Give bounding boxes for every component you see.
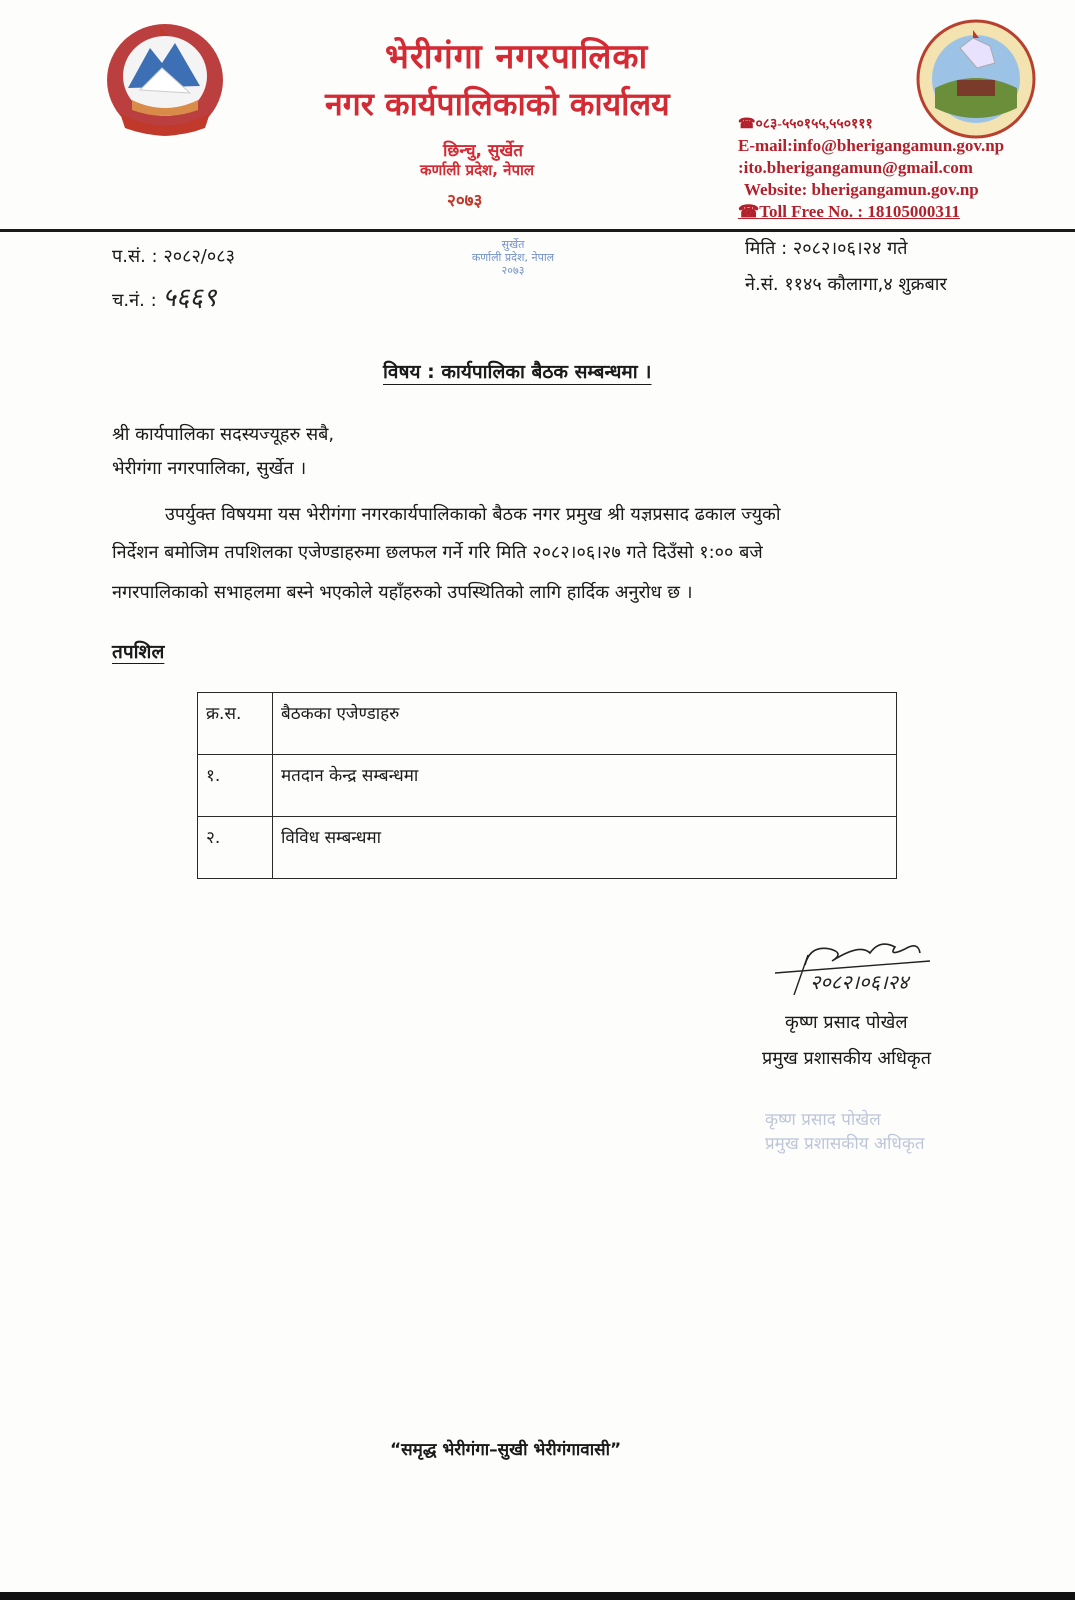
phone-number: ☎०८३-५५०१५५,५५०१११ — [738, 117, 873, 132]
letter-date: मिति : २०८२।०६।२४ गते — [745, 238, 908, 259]
agenda-cell: मतदान केन्द्र सम्बन्धमा — [273, 755, 897, 817]
serial-cell: २. — [198, 817, 273, 879]
serial-cell: १. — [198, 755, 273, 817]
table-row — [198, 817, 897, 879]
schedule-heading: तपशिल — [112, 641, 165, 663]
faded-name-stamp: कृष्ण प्रसाद पोखेल प्रमुख प्रशासकीय अधिकृत — [765, 1110, 925, 1154]
recipient-line-1: श्री कार्यपालिका सदस्यज्यूहरु सबै, — [112, 424, 335, 445]
address-line-2: कर्णाली प्रदेश, नेपाल — [420, 161, 535, 179]
toll-free-number: ☎Toll Free No. : 18105000311 — [738, 202, 960, 221]
signature-date: २०८२।०६।२४ — [810, 970, 909, 994]
page-bottom-edge — [0, 1592, 1075, 1600]
body-line-2: निर्देशन बमोजिम तपशिलका एजेण्डाहरुमा छलफल गर्ने गरि मिति २०८२।०६।२७ गते दिउँसो १:०० बजे — [112, 542, 763, 563]
footer-motto: “समृद्ध भेरीगंगा–सुखी भेरीगंगावासी” — [390, 1440, 622, 1460]
header-divider — [0, 229, 1075, 232]
body-line-3: नगरपालिकाको सभाहलमा बस्ने भएकोले यहाँहरुको उपस्थितिको लागि हार्दिक अनुरोध छ । — [112, 582, 693, 603]
agenda-table — [197, 692, 897, 879]
established-year: २०७३ — [447, 191, 483, 211]
handwritten-signature — [770, 925, 970, 995]
handwritten-dispatch-number: ५६६९ — [162, 283, 217, 313]
signatory-name: कृष्ण प्रसाद पोखेल — [785, 1012, 908, 1033]
column-header-serial: क्र.स. — [198, 693, 273, 755]
signatory-title: प्रमुख प्रशासकीय अधिकृत — [762, 1048, 931, 1069]
municipality-seal-logo — [915, 18, 1037, 140]
municipality-title: भेरीगंगा नगरपालिका — [385, 37, 649, 77]
recipient-line-2: भेरीगंगा नगरपालिका, सुर्खेत । — [112, 458, 307, 479]
website: Website: bherigangamun.gov.np — [744, 180, 979, 199]
nepal-sambat-date: ने.सं. ११४५ कौलागा,४ शुक्रबार — [745, 274, 947, 295]
dispatch-number: च.नं. : ५६६९ — [112, 283, 217, 313]
nepal-emblem-logo — [100, 18, 230, 143]
letter-reference-number: प.सं. : २०८२/०८३ — [112, 246, 235, 267]
office-title: नगर कार्यपालिकाको कार्यालय — [325, 85, 670, 123]
office-stamp: सुर्खेत कर्णाली प्रदेश, नेपाल २०७३ — [471, 238, 555, 277]
phone-icon: ☎ — [738, 202, 760, 221]
gmail-address: :ito.bherigangamun@gmail.com — [738, 158, 973, 177]
table-row — [198, 755, 897, 817]
table-header-row — [198, 693, 897, 755]
email-address: E-mail:info@bherigangamun.gov.np — [738, 136, 1005, 155]
agenda-cell: विविध सम्बन्धमा — [273, 817, 897, 879]
subject-line: विषय : कार्यपालिका बैठक सम्बन्धमा । — [383, 361, 652, 383]
address-line-1: छिन्चु, सुर्खेत — [443, 141, 523, 161]
column-header-agenda: बैठकका एजेण्डाहरु — [273, 693, 897, 755]
body-line-1: उपर्युक्त विषयमा यस भेरीगंगा नगरकार्यपालिकाको बैठक नगर प्रमुख श्री यज्ञप्रसाद ढकाल ज्युको — [165, 504, 781, 525]
phone-icon: ☎ — [738, 117, 756, 132]
